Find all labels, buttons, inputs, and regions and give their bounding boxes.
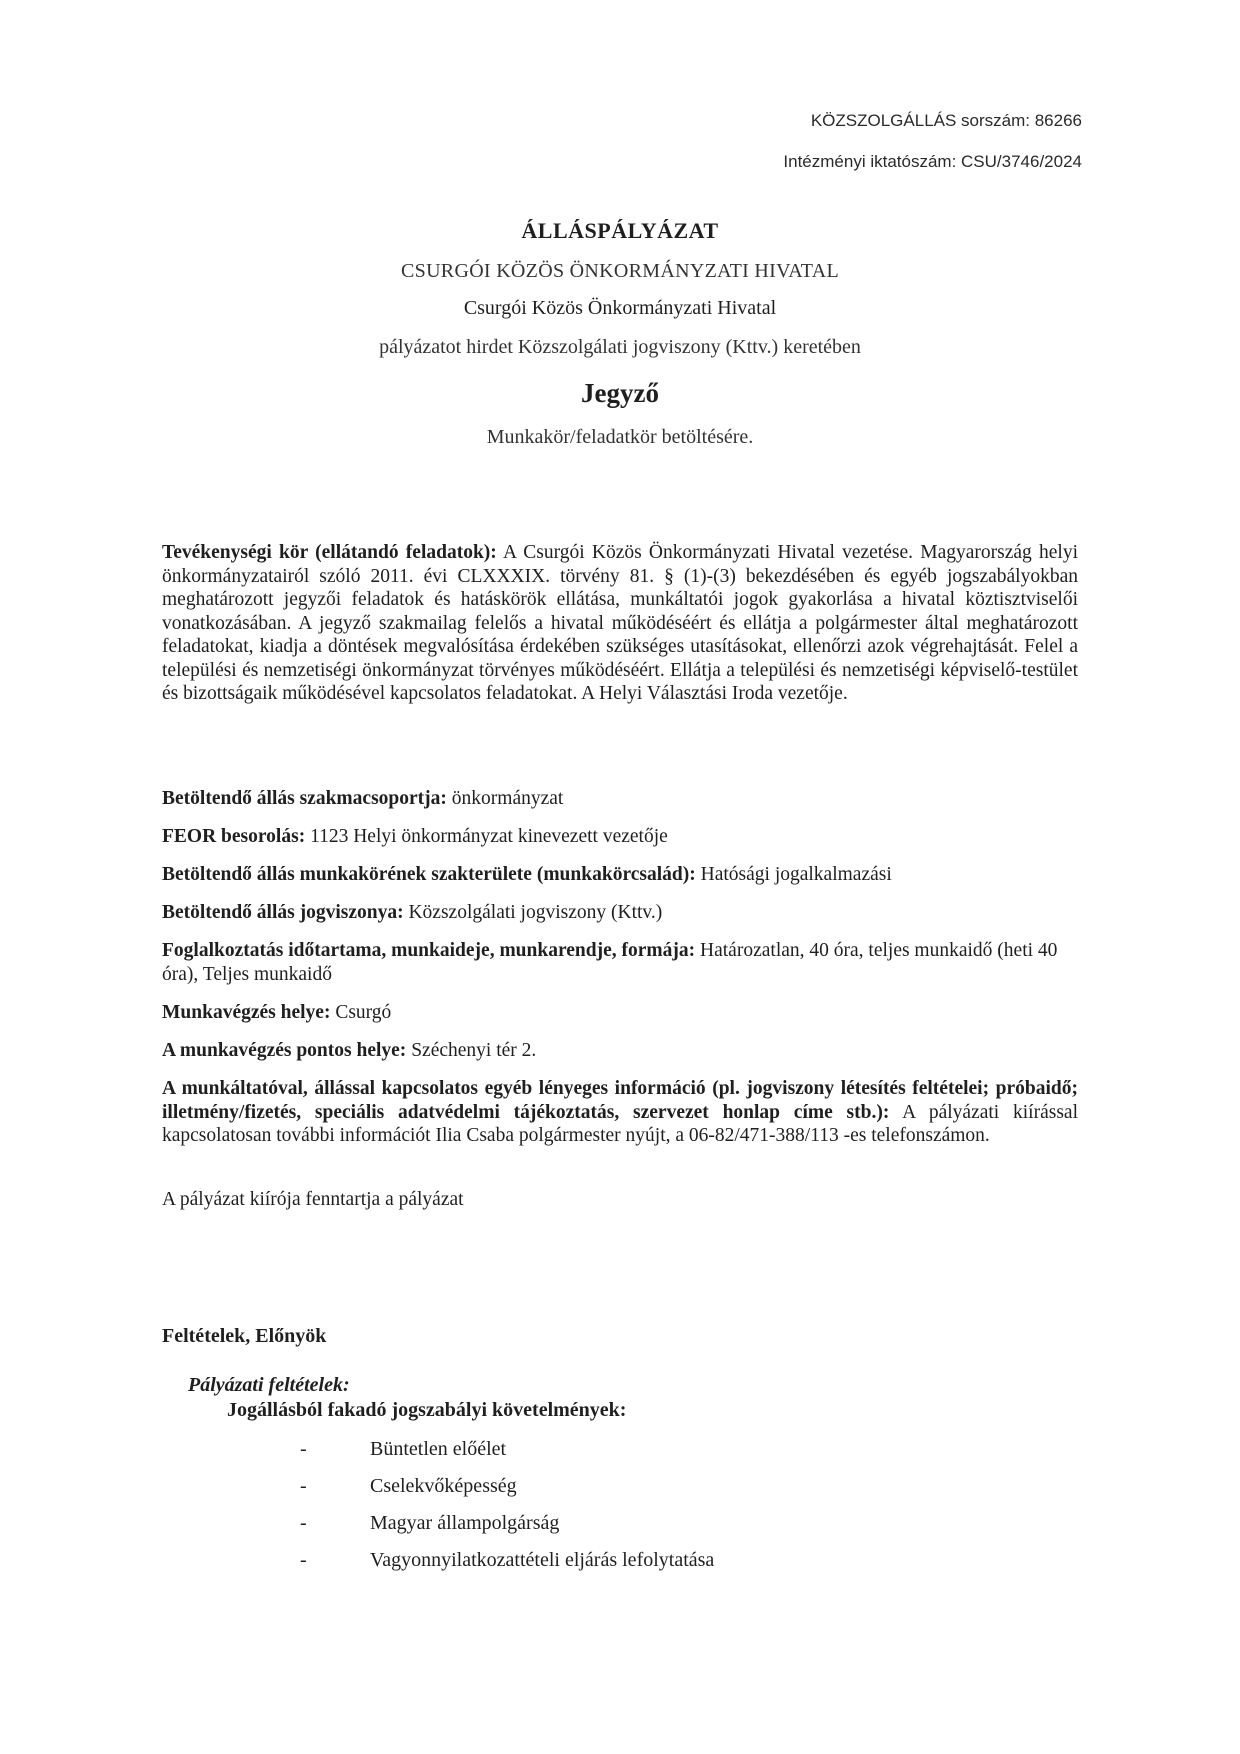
dash-bullet: - [300, 1549, 307, 1571]
reservation-note: A pályázat kiírója fenntartja a pályázat [162, 1189, 464, 1210]
legal-relationship-label: Betöltendő állás jogviszonya: [162, 902, 404, 923]
duties-label: Tevékenységi kör (ellátandó feladatok): [162, 542, 497, 563]
conditions-heading: Feltételek, Előnyök [162, 1325, 327, 1347]
job-group-value: önkormányzat [451, 788, 564, 809]
requirement-text: Büntetlen előélet [370, 1438, 507, 1460]
feor-field [162, 825, 1078, 849]
feor-label: FEOR besorolás: [162, 826, 306, 847]
other-info-value: A pályázati kiírással kapcsolatosan további információt Ilia Csaba polgármester nyújt, a 06-82/471-388/113 -es telefonszámon. [162, 1101, 1078, 1146]
other-info-field [162, 1077, 1078, 1148]
feor-value: 1123 Helyi önkormányzat kinevezett vezetője [310, 826, 668, 847]
employment-terms-field [162, 939, 1078, 986]
workplace-field [162, 1001, 1078, 1025]
legal-relationship-value: Közszolgálati jogviszony (Kttv.) [408, 902, 663, 923]
dash-bullet: - [300, 1438, 307, 1460]
other-info-label: A munkáltatóval, állással kapcsolatos egyéb lényeges információ (pl. jogviszony létesítés feltételei; próbaidő; illetmény/fizetés, speciális adatvédelmi tájékoztatás, szervezet honlap címe stb.): [162, 1078, 1078, 1123]
specialty-value: Hatósági jogalkalmazási [700, 864, 892, 885]
requirements-heading: Jogállásból fakadó jogszabályi követelmények: [227, 1399, 627, 1421]
registry-number: Intézményi iktatószám: CSU/3746/2024 [783, 152, 1082, 171]
requirement-text: Vagyonnyilatkozattételi eljárás lefolytatása [370, 1549, 715, 1571]
specialty-label: Betöltendő állás munkakörének szakterülete (munkakörcsalád): [162, 864, 696, 885]
position-title: Jegyző [581, 378, 659, 408]
scope-line: Munkakör/feladatkör betöltésére. [486, 426, 754, 448]
employment-terms-label: Foglalkoztatás időtartama, munkaideje, munkarendje, formája: [162, 940, 696, 961]
duties-section [162, 541, 1078, 706]
job-group-field [162, 787, 1078, 811]
institution-name-upper: CSURGÓI KÖZÖS ÖNKORMÁNYZATI HIVATAL [401, 260, 839, 282]
work-address-field [162, 1039, 1078, 1063]
specialty-field [162, 863, 1078, 887]
legal-relationship-field [162, 901, 1078, 925]
dash-bullet: - [300, 1475, 307, 1497]
institution-name: Csurgói Közös Önkormányzati Hivatal [463, 297, 777, 319]
requirement-text: Magyar állampolgárság [370, 1512, 560, 1534]
announcement-line: pályázatot hirdet Közszolgálati jogviszony (Kttv.) keretében [379, 336, 861, 358]
dash-bullet: - [300, 1512, 307, 1534]
requirement-text: Cselekvőképesség [370, 1475, 517, 1497]
document-title: ÁLLÁSPÁLYÁZAT [521, 218, 719, 243]
workplace-label: Munkavégzés helye: [162, 1002, 331, 1023]
serial-number: KÖZSZOLGÁLLÁS sorszám: 86266 [810, 111, 1082, 130]
work-address-value: Széchenyi tér 2. [411, 1040, 537, 1061]
work-address-label: A munkavégzés pontos helye: [162, 1040, 407, 1061]
conditions-subheading: Pályázati feltételek: [188, 1374, 350, 1396]
workplace-value: Csurgó [335, 1002, 392, 1023]
duties-text: A Csurgói Közös Önkormányzati Hivatal vezetése. Magyarország helyi önkormányzatairól szóló 2011. évi CLXXXIX. törvény 81. § (1)-(3) bekezdésében és egyéb jogszabályokban meghatározott jegyzői feladatok és hatáskörök ellátása, munkáltatói jogok gyakorlása a hivatal köztisztviselői vonatkozásában. A jegyző szakmailag felelős a hivatal működéséért és ellátja a polgármester által meghatározott feladatokat, kiadja a döntések megvalósítása érdekében szükséges utasításokat, ellenőrzi azok végrehajtását. Felel a települési és nemzetiségi önkormányzat törvényes működéséért. Ellátja a települési és nemzetiségi képviselő-testület és bizottságaik működésével kapcsolatos feladatokat. A Helyi Választási Iroda vezetője. [162, 542, 1079, 704]
job-group-label: Betöltendő állás szakmacsoportja: [162, 788, 447, 809]
employment-terms-value: Határozatlan, 40 óra, teljes munkaidő (heti 40 óra), Teljes munkaidő [162, 940, 1058, 985]
